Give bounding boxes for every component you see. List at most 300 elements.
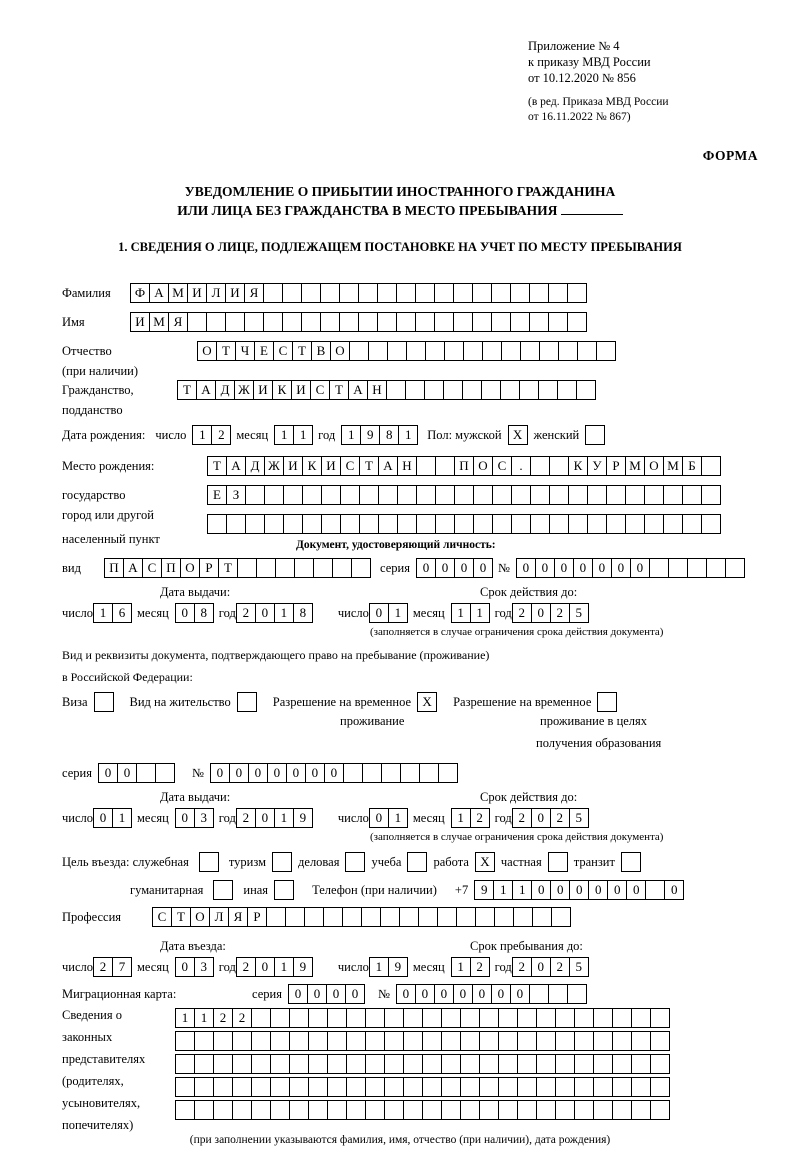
form-cell[interactable] [237, 558, 257, 578]
form-cell[interactable] [577, 341, 597, 361]
form-cell[interactable] [612, 1031, 632, 1051]
form-cell[interactable] [650, 1100, 670, 1120]
form-cell[interactable]: 8 [194, 603, 214, 623]
temp-residence-checkbox[interactable]: X [417, 692, 437, 712]
form-cell[interactable]: Р [247, 907, 267, 927]
form-cell[interactable] [567, 984, 587, 1004]
form-cell[interactable] [405, 380, 425, 400]
form-cell[interactable]: К [302, 456, 322, 476]
form-cell[interactable] [606, 514, 626, 534]
form-cell[interactable] [555, 1077, 575, 1097]
form-cell[interactable] [587, 514, 607, 534]
form-cell[interactable]: И [130, 312, 150, 332]
form-cell[interactable] [612, 1077, 632, 1097]
form-cell[interactable]: 0 [531, 603, 551, 623]
birthplace-input-1[interactable] [207, 456, 720, 476]
form-cell[interactable] [406, 341, 426, 361]
birthplace-input-3[interactable] [207, 514, 720, 534]
form-cell[interactable] [529, 283, 549, 303]
form-cell[interactable] [701, 485, 721, 505]
form-cell[interactable] [386, 380, 406, 400]
form-cell[interactable]: И [253, 380, 273, 400]
form-cell[interactable] [251, 1008, 271, 1028]
form-cell[interactable] [232, 1054, 252, 1074]
form-cell[interactable] [289, 1100, 309, 1120]
form-cell[interactable] [650, 1054, 670, 1074]
form-cell[interactable] [517, 1100, 537, 1120]
purpose-study-checkbox[interactable] [407, 852, 427, 872]
birthplace-input-2[interactable] [207, 485, 720, 505]
form-cell[interactable] [555, 1100, 575, 1120]
form-cell[interactable]: А [123, 558, 143, 578]
form-cell[interactable]: 7 [112, 957, 132, 977]
form-cell[interactable]: 2 [550, 957, 570, 977]
form-cell[interactable] [530, 456, 550, 476]
form-cell[interactable]: С [310, 380, 330, 400]
form-cell[interactable] [270, 1008, 290, 1028]
form-cell[interactable]: 0 [531, 957, 551, 977]
form-cell[interactable]: Т [329, 380, 349, 400]
form-cell[interactable] [593, 1100, 613, 1120]
form-cell[interactable] [343, 763, 363, 783]
form-cell[interactable] [435, 485, 455, 505]
form-cell[interactable]: А [226, 456, 246, 476]
form-cell[interactable] [403, 1031, 423, 1051]
form-cell[interactable] [536, 1100, 556, 1120]
form-cell[interactable] [631, 1031, 651, 1051]
form-cell[interactable]: 0 [611, 558, 631, 578]
form-cell[interactable] [301, 283, 321, 303]
form-cell[interactable] [194, 1077, 214, 1097]
sex-female-checkbox[interactable] [585, 425, 605, 445]
identity-series-input[interactable] [416, 558, 492, 578]
form-cell[interactable]: 0 [535, 558, 555, 578]
form-cell[interactable]: 1 [194, 1008, 214, 1028]
form-cell[interactable] [403, 1008, 423, 1028]
form-cell[interactable] [631, 1008, 651, 1028]
form-cell[interactable] [213, 1054, 233, 1074]
form-cell[interactable] [498, 1100, 518, 1120]
form-cell[interactable] [441, 1054, 461, 1074]
identity-issue-year-input[interactable] [236, 603, 312, 623]
form-cell[interactable]: 1 [293, 425, 313, 445]
form-cell[interactable] [340, 514, 360, 534]
form-cell[interactable]: 0 [516, 558, 536, 578]
birth-year-input[interactable] [341, 425, 417, 445]
form-cell[interactable] [425, 341, 445, 361]
form-cell[interactable] [396, 283, 416, 303]
form-cell[interactable] [308, 1077, 328, 1097]
form-cell[interactable]: 5 [569, 957, 589, 977]
form-cell[interactable] [313, 558, 333, 578]
form-cell[interactable] [536, 1008, 556, 1028]
form-cell[interactable]: М [663, 456, 683, 476]
form-cell[interactable]: 0 [554, 558, 574, 578]
form-cell[interactable]: Р [606, 456, 626, 476]
form-cell[interactable] [323, 907, 343, 927]
purpose-other-checkbox[interactable] [274, 880, 294, 900]
form-cell[interactable]: О [473, 456, 493, 476]
entry-year-input[interactable] [236, 957, 312, 977]
form-cell[interactable] [415, 312, 435, 332]
form-cell[interactable] [435, 514, 455, 534]
form-cell[interactable]: Т [359, 456, 379, 476]
form-cell[interactable]: 5 [569, 808, 589, 828]
form-cell[interactable]: Б [682, 456, 702, 476]
form-cell[interactable] [226, 514, 246, 534]
birth-month-input[interactable] [274, 425, 312, 445]
form-cell[interactable] [529, 984, 549, 1004]
form-cell[interactable]: 0 [210, 763, 230, 783]
form-cell[interactable] [706, 558, 726, 578]
form-cell[interactable]: 0 [98, 763, 118, 783]
form-cell[interactable] [289, 1008, 309, 1028]
form-cell[interactable] [264, 485, 284, 505]
form-cell[interactable] [454, 485, 474, 505]
form-cell[interactable] [567, 283, 587, 303]
form-cell[interactable]: 8 [379, 425, 399, 445]
form-cell[interactable] [359, 485, 379, 505]
form-cell[interactable]: С [152, 907, 172, 927]
form-cell[interactable]: Ф [130, 283, 150, 303]
form-cell[interactable]: 0 [326, 984, 346, 1004]
form-cell[interactable] [424, 380, 444, 400]
form-cell[interactable]: 2 [512, 957, 532, 977]
form-cell[interactable] [701, 456, 721, 476]
purpose-business-checkbox[interactable] [345, 852, 365, 872]
form-cell[interactable] [349, 341, 369, 361]
form-cell[interactable] [549, 456, 569, 476]
form-cell[interactable] [606, 485, 626, 505]
form-cell[interactable] [479, 1008, 499, 1028]
form-cell[interactable] [251, 1100, 271, 1120]
form-cell[interactable] [266, 907, 286, 927]
form-cell[interactable] [574, 1031, 594, 1051]
form-cell[interactable] [415, 283, 435, 303]
form-cell[interactable] [416, 485, 436, 505]
form-cell[interactable] [245, 485, 265, 505]
stay-month-input[interactable] [451, 957, 489, 977]
form-cell[interactable] [663, 514, 683, 534]
form-cell[interactable]: 1 [451, 603, 471, 623]
form-cell[interactable]: 2 [236, 808, 256, 828]
purpose-transit-checkbox[interactable] [621, 852, 641, 872]
form-cell[interactable] [256, 558, 276, 578]
identity-issue-month-input[interactable] [175, 603, 213, 623]
form-cell[interactable] [225, 312, 245, 332]
form-cell[interactable]: 9 [360, 425, 380, 445]
form-cell[interactable] [567, 312, 587, 332]
form-cell[interactable] [251, 1077, 271, 1097]
form-cell[interactable] [419, 763, 439, 783]
form-cell[interactable] [555, 1008, 575, 1028]
form-cell[interactable] [387, 341, 407, 361]
form-cell[interactable] [339, 312, 359, 332]
form-cell[interactable] [283, 514, 303, 534]
form-cell[interactable]: 0 [592, 558, 612, 578]
form-cell[interactable] [384, 1054, 404, 1074]
form-cell[interactable] [362, 763, 382, 783]
form-cell[interactable]: С [340, 456, 360, 476]
form-cell[interactable] [213, 1077, 233, 1097]
form-cell[interactable] [327, 1008, 347, 1028]
form-cell[interactable] [346, 1100, 366, 1120]
form-cell[interactable] [568, 514, 588, 534]
form-cell[interactable]: 2 [236, 603, 256, 623]
form-cell[interactable] [536, 1054, 556, 1074]
form-cell[interactable]: 2 [470, 808, 490, 828]
form-cell[interactable] [538, 380, 558, 400]
stay-doc-valid-year-input[interactable] [512, 808, 588, 828]
rep-input-5[interactable] [175, 1100, 669, 1120]
form-cell[interactable]: Д [245, 456, 265, 476]
form-cell[interactable] [501, 341, 521, 361]
form-cell[interactable] [346, 1031, 366, 1051]
form-cell[interactable] [479, 1054, 499, 1074]
form-cell[interactable] [548, 984, 568, 1004]
form-cell[interactable]: Ч [235, 341, 255, 361]
migration-series-input[interactable] [288, 984, 364, 1004]
form-cell[interactable]: Е [254, 341, 274, 361]
form-cell[interactable] [612, 1100, 632, 1120]
form-cell[interactable]: О [180, 558, 200, 578]
form-cell[interactable] [557, 380, 577, 400]
form-cell[interactable] [206, 312, 226, 332]
form-cell[interactable] [320, 283, 340, 303]
stay-doc-issue-month-input[interactable] [175, 808, 213, 828]
form-cell[interactable] [631, 1054, 651, 1074]
form-cell[interactable] [320, 312, 340, 332]
form-cell[interactable]: Я [244, 283, 264, 303]
form-cell[interactable]: П [161, 558, 181, 578]
form-cell[interactable] [359, 514, 379, 534]
form-cell[interactable] [321, 485, 341, 505]
form-cell[interactable] [650, 1008, 670, 1028]
form-cell[interactable]: 0 [588, 880, 608, 900]
citizenship-input[interactable] [177, 380, 595, 400]
form-cell[interactable]: 0 [491, 984, 511, 1004]
form-cell[interactable] [283, 485, 303, 505]
form-cell[interactable]: 9 [293, 808, 313, 828]
form-cell[interactable]: К [272, 380, 292, 400]
form-cell[interactable] [498, 1008, 518, 1028]
form-cell[interactable] [645, 880, 665, 900]
form-cell[interactable]: 0 [435, 558, 455, 578]
form-cell[interactable] [555, 1054, 575, 1074]
sex-male-checkbox[interactable]: X [508, 425, 528, 445]
form-cell[interactable] [282, 283, 302, 303]
form-cell[interactable] [463, 341, 483, 361]
form-cell[interactable]: П [104, 558, 124, 578]
form-cell[interactable]: 0 [267, 763, 287, 783]
form-cell[interactable] [232, 1077, 252, 1097]
form-cell[interactable]: 0 [569, 880, 589, 900]
form-cell[interactable]: О [197, 341, 217, 361]
form-cell[interactable] [574, 1077, 594, 1097]
form-cell[interactable] [232, 1100, 252, 1120]
form-cell[interactable]: 0 [472, 984, 492, 1004]
form-cell[interactable]: 8 [293, 603, 313, 623]
form-cell[interactable] [270, 1031, 290, 1051]
form-cell[interactable] [551, 907, 571, 927]
purpose-work-checkbox[interactable]: X [475, 852, 495, 872]
form-cell[interactable] [491, 283, 511, 303]
form-cell[interactable]: 1 [369, 957, 389, 977]
form-cell[interactable] [475, 907, 495, 927]
form-cell[interactable] [275, 558, 295, 578]
name-input[interactable] [130, 312, 586, 332]
form-cell[interactable] [472, 312, 492, 332]
form-cell[interactable] [460, 1077, 480, 1097]
form-cell[interactable] [422, 1031, 442, 1051]
form-cell[interactable]: 0 [255, 808, 275, 828]
form-cell[interactable]: 0 [255, 957, 275, 977]
form-cell[interactable] [422, 1077, 442, 1097]
form-cell[interactable] [441, 1100, 461, 1120]
form-cell[interactable] [332, 558, 352, 578]
form-cell[interactable] [175, 1031, 195, 1051]
form-cell[interactable] [434, 283, 454, 303]
form-cell[interactable] [327, 1031, 347, 1051]
form-cell[interactable] [289, 1077, 309, 1097]
form-cell[interactable]: 1 [274, 957, 294, 977]
form-cell[interactable] [593, 1031, 613, 1051]
form-cell[interactable]: С [492, 456, 512, 476]
form-cell[interactable]: М [625, 456, 645, 476]
form-cell[interactable]: С [273, 341, 293, 361]
form-cell[interactable]: 0 [664, 880, 684, 900]
form-cell[interactable]: Т [171, 907, 191, 927]
identity-valid-year-input[interactable] [512, 603, 588, 623]
form-cell[interactable] [416, 514, 436, 534]
form-cell[interactable] [517, 1008, 537, 1028]
form-cell[interactable]: К [568, 456, 588, 476]
form-cell[interactable] [308, 1054, 328, 1074]
form-cell[interactable] [479, 1077, 499, 1097]
form-cell[interactable]: Т [218, 558, 238, 578]
rep-input-2[interactable] [175, 1031, 669, 1051]
stay-doc-issue-year-input[interactable] [236, 808, 312, 828]
form-cell[interactable]: 1 [451, 808, 471, 828]
form-cell[interactable] [365, 1077, 385, 1097]
form-cell[interactable]: О [330, 341, 350, 361]
stay-year-input[interactable] [512, 957, 588, 977]
form-cell[interactable] [403, 1077, 423, 1097]
form-cell[interactable] [438, 763, 458, 783]
form-cell[interactable]: 1 [388, 808, 408, 828]
form-cell[interactable] [308, 1031, 328, 1051]
form-cell[interactable] [498, 1031, 518, 1051]
form-cell[interactable]: . [511, 456, 531, 476]
form-cell[interactable]: 2 [93, 957, 113, 977]
form-cell[interactable] [612, 1008, 632, 1028]
rep-input-1[interactable] [175, 1008, 669, 1028]
form-cell[interactable]: И [321, 456, 341, 476]
form-cell[interactable]: 1 [274, 808, 294, 828]
phone-input[interactable] [474, 880, 683, 900]
migration-number-input[interactable] [396, 984, 586, 1004]
form-cell[interactable] [437, 907, 457, 927]
form-cell[interactable] [650, 1031, 670, 1051]
form-cell[interactable]: И [225, 283, 245, 303]
form-cell[interactable] [187, 312, 207, 332]
form-cell[interactable]: 9 [293, 957, 313, 977]
form-cell[interactable]: Л [209, 907, 229, 927]
form-cell[interactable] [453, 283, 473, 303]
form-cell[interactable]: 2 [512, 603, 532, 623]
form-cell[interactable] [498, 1077, 518, 1097]
form-cell[interactable] [460, 1008, 480, 1028]
form-cell[interactable]: С [142, 558, 162, 578]
form-cell[interactable] [644, 485, 664, 505]
form-cell[interactable]: 1 [388, 603, 408, 623]
form-cell[interactable] [548, 283, 568, 303]
form-cell[interactable]: 3 [194, 808, 214, 828]
form-cell[interactable] [725, 558, 745, 578]
form-cell[interactable] [494, 907, 514, 927]
form-cell[interactable] [327, 1100, 347, 1120]
stay-doc-issue-day-input[interactable] [93, 808, 131, 828]
form-cell[interactable] [441, 1077, 461, 1097]
identity-valid-month-input[interactable] [451, 603, 489, 623]
form-cell[interactable] [207, 514, 227, 534]
form-cell[interactable]: 0 [573, 558, 593, 578]
form-cell[interactable]: М [168, 283, 188, 303]
form-cell[interactable]: 0 [93, 808, 113, 828]
form-cell[interactable]: Т [292, 341, 312, 361]
form-cell[interactable] [529, 312, 549, 332]
form-cell[interactable] [568, 485, 588, 505]
form-cell[interactable] [397, 514, 417, 534]
rep-input-4[interactable] [175, 1077, 669, 1097]
form-cell[interactable]: 1 [470, 603, 490, 623]
form-cell[interactable]: 1 [398, 425, 418, 445]
form-cell[interactable] [481, 380, 501, 400]
form-cell[interactable] [473, 514, 493, 534]
form-cell[interactable]: 1 [341, 425, 361, 445]
form-cell[interactable] [530, 485, 550, 505]
form-cell[interactable]: Ж [234, 380, 254, 400]
form-cell[interactable] [593, 1008, 613, 1028]
form-cell[interactable]: 2 [550, 603, 570, 623]
form-cell[interactable]: 0 [175, 957, 195, 977]
form-cell[interactable]: Т [207, 456, 227, 476]
form-cell[interactable] [441, 1008, 461, 1028]
form-cell[interactable] [308, 1008, 328, 1028]
form-cell[interactable] [549, 514, 569, 534]
form-cell[interactable]: 9 [388, 957, 408, 977]
form-cell[interactable] [351, 558, 371, 578]
form-cell[interactable]: 0 [345, 984, 365, 1004]
form-cell[interactable] [270, 1054, 290, 1074]
identity-valid-day-input[interactable] [369, 603, 407, 623]
form-cell[interactable] [444, 341, 464, 361]
form-cell[interactable] [365, 1031, 385, 1051]
form-cell[interactable]: У [587, 456, 607, 476]
form-cell[interactable] [416, 456, 436, 476]
form-cell[interactable]: Т [177, 380, 197, 400]
form-cell[interactable]: 0 [248, 763, 268, 783]
form-cell[interactable] [384, 1100, 404, 1120]
form-cell[interactable] [587, 485, 607, 505]
form-cell[interactable] [462, 380, 482, 400]
surname-input[interactable] [130, 283, 586, 303]
form-cell[interactable] [473, 485, 493, 505]
form-cell[interactable] [625, 485, 645, 505]
form-cell[interactable] [701, 514, 721, 534]
entry-month-input[interactable] [175, 957, 213, 977]
form-cell[interactable] [625, 514, 645, 534]
